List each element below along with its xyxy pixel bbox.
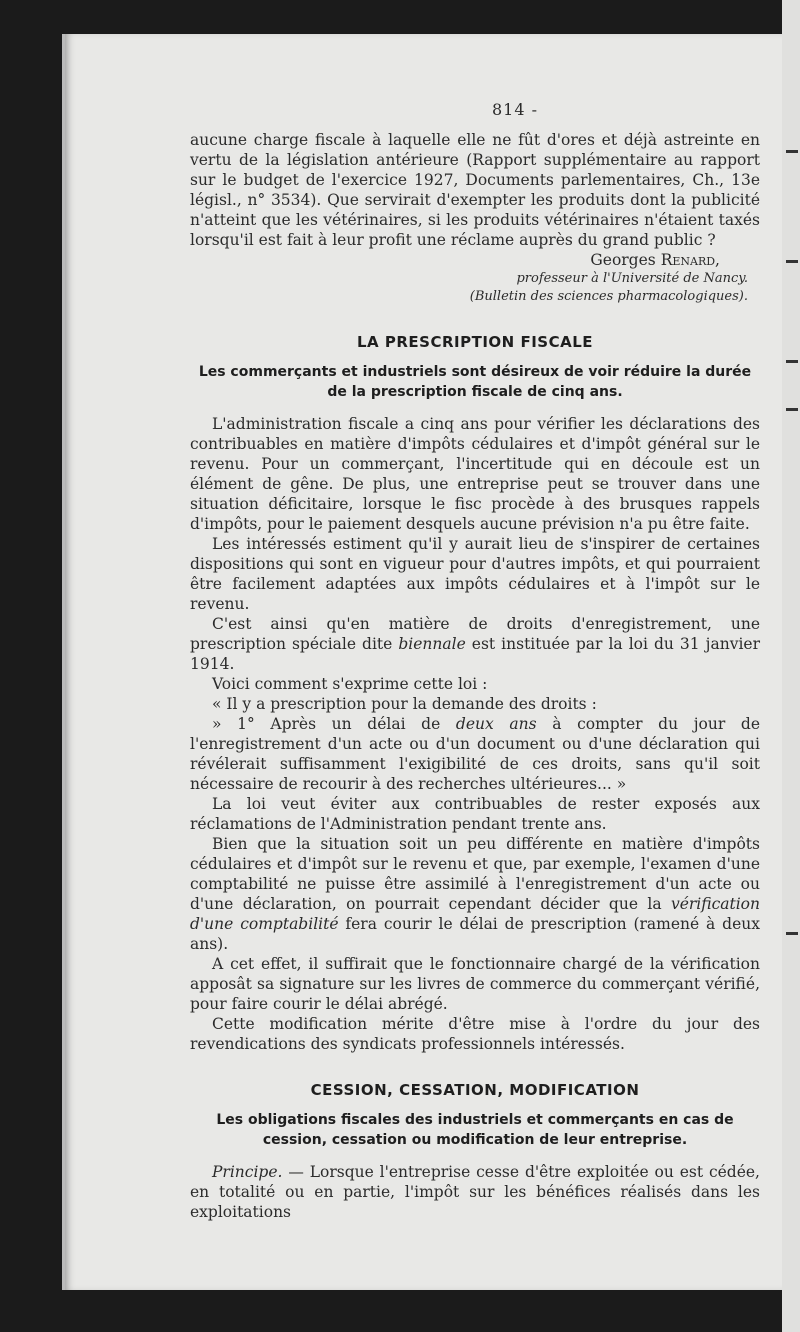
author-name — [190, 250, 720, 270]
emphasis: Principe. — [212, 1163, 283, 1181]
paragraph: A cet effet, il suffirait que le fonctionnaire chargé de la vérification apposât sa signature sur les livres de commerce du commerçant vérifié, pour faire courir le délai abrégé. — [190, 955, 760, 1013]
section-subtitle-prescription: Les commerçants et industriels sont désireux de voir réduire la durée de la prescription fiscale de cinq ans. — [198, 364, 752, 400]
emphasis: biennale — [398, 635, 466, 653]
text-run: fera courir le délai de prescription (ramené à deux ans). — [190, 915, 760, 953]
author-title: professeur à l'Université de Nancy. — [516, 271, 748, 286]
text-run: C'est ainsi qu'en matière de droits d'enregistrement, une prescription spéciale dite — [190, 615, 760, 653]
paragraph: Cette modification mérite d'être mise à l'ordre du jour des revendications des syndicats professionnels intéressés. — [190, 1015, 760, 1053]
edge-mark — [786, 150, 798, 153]
paragraph — [190, 834, 760, 954]
author-last-name: Renard, — [660, 251, 720, 269]
paragraph — [190, 1162, 760, 1222]
paragraph: L'administration fiscale a cinq ans pour vérifier les déclarations des contribuables en matière d'impôts cédulaires et d'impôt général sur le revenu. Pour un commerçant, l'incertitude qui en découle est un élément de gêne. De plus, une entreprise peut se trouver dans une situation déficitaire, lorsque le fisc procède à des brusques rappels d'impôts, pour le paiement desquels aucune prévision n'a pu être faite. — [190, 415, 760, 533]
emphasis: vérification d'une comptabilité — [190, 895, 760, 933]
edge-mark — [786, 408, 798, 411]
quote-paragraph: « Il y a prescription pour la demande des droits : — [212, 695, 597, 713]
source-citation: (Bulletin des sciences pharmacologiques). — [469, 289, 748, 304]
page-content — [190, 100, 760, 1222]
paragraph: La loi veut éviter aux contribuables de rester exposés aux réclamations de l'Administration pendant trente ans. — [190, 795, 760, 833]
text-run: est instituée par la loi du 31 janvier 1914. — [190, 635, 760, 673]
quote-paragraph — [190, 714, 760, 794]
section-title-cession: CESSION, CESSATION, MODIFICATION — [310, 1081, 640, 1099]
page-number: 814 - — [491, 100, 539, 119]
intro-paragraph: aucune charge fiscale à laquelle elle ne fût d'ores et déjà astreinte en vertu de la législation antérieure (Rapport supplémentaire au rapport sur le budget de l'exercice 1927, Documents parlementaires, Ch., 13e législ., n° 3534). Que servirait d'exempter les produits dont la publicité n'atteint que les vétérinaires, si les produits vétérinaires n'étaient taxés lorsqu'il est fait à leur profit une réclame auprès du grand public ? — [190, 131, 760, 249]
paragraph: Voici comment s'exprime cette loi : — [212, 675, 488, 693]
author-first-name: Georges — [590, 251, 656, 269]
signature-block — [190, 250, 760, 306]
text-run: à compter du jour de l'enregistrement d'un acte ou d'un document ou d'une déclaration qui révélerait suffisamment l'exigibilité de ces droits, sans qu'il soit nécessaire de recourir à des recherches ultérieures... » — [190, 715, 760, 793]
edge-mark — [786, 932, 798, 935]
adjacent-page-edge — [782, 0, 800, 1332]
paragraph — [190, 614, 760, 674]
emphasis: deux ans — [455, 715, 537, 733]
text-run: — Lorsque l'entreprise cesse d'être exploitée ou est cédée, en totalité ou en partie, l'impôt sur les bénéfices réalisés dans les exploitations — [190, 1163, 760, 1221]
section-subtitle-cession: Les obligations fiscales des industriels et commerçants en cas de cession, cessation ou modification de leur entreprise. — [216, 1112, 734, 1148]
edge-mark — [786, 260, 798, 263]
paragraph: Les intéressés estiment qu'il y aurait lieu de s'inspirer de certaines dispositions qui sont en vigueur pour d'autres impôts, et qui pourraient être facilement adaptées aux impôts cédulaires et à l'impôt sur le revenu. — [190, 535, 760, 613]
edge-mark — [786, 360, 798, 363]
text-run: » 1° Après un délai de — [212, 715, 456, 733]
text-run: Bien que la situation soit un peu différente en matière d'impôts cédulaires et d'impôt sur le revenu et que, par exemple, l'examen d'une comptabilité ne puisse être assimilé à l'enregistrement d'un acte ou d'une déclaration, on pourrait cependant décider que la — [190, 835, 760, 913]
section-title-prescription: LA PRESCRIPTION FISCALE — [356, 333, 593, 351]
